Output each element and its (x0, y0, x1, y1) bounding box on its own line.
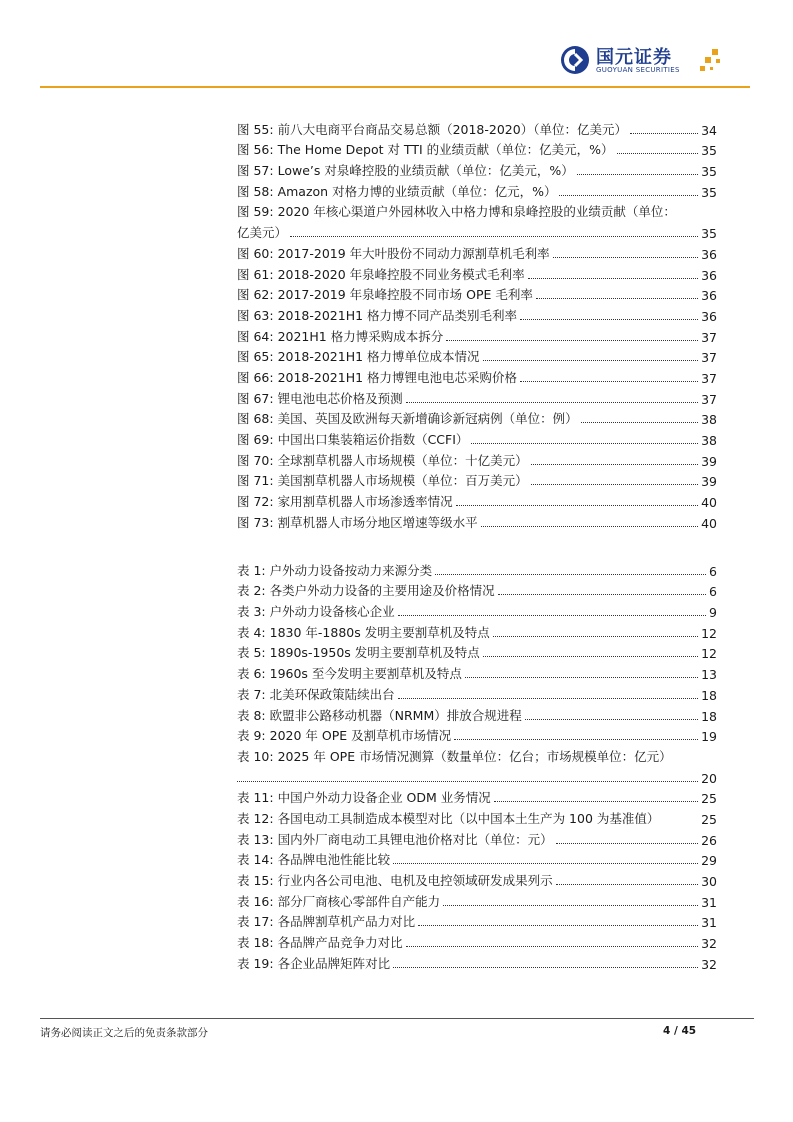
toc-entry[interactable]: 图 71: 美国割草机器人市场规模（单位：百万美元） 39 (237, 473, 717, 490)
toc-entry[interactable]: 表 11: 中国户外动力设备企业 ODM 业务情况 25 (237, 790, 717, 807)
toc-entry[interactable]: 表 12: 各国电动工具制造成本模型对比（以中国本土生产为 100 为基准值） 25 (237, 810, 717, 827)
brand-logo (560, 43, 740, 83)
toc-entry[interactable]: 图 72: 家用割草机器人市场渗透率情况 40 (237, 494, 717, 511)
header-divider (40, 86, 750, 88)
toc-entry-continued[interactable]: 亿美元） 35 (237, 225, 717, 242)
toc-entry[interactable]: 图 65: 2018-2021H1 格力博单位成本情况 37 (237, 349, 717, 366)
page-indicator: 4 / 45 (663, 1025, 697, 1037)
toc-entry[interactable]: 图 62: 2017-2019 年泉峰控股不同市场 OPE 毛利率 36 (237, 287, 717, 304)
footer-disclaimer: 请务必阅读正文之后的免责条款部分 (40, 1027, 208, 1039)
toc-entry[interactable]: 表 4: 1830 年-1880s 发明主要割草机及特点 12 (237, 624, 717, 641)
toc-entry[interactable]: 表 6: 1960s 至今发明主要割草机及特点 13 (237, 666, 717, 683)
toc-entry[interactable]: 图 66: 2018-2021H1 格力博锂电池电芯采购价格 37 (237, 369, 717, 386)
toc-entry[interactable]: 图 67: 锂电池电芯价格及预测 37 (237, 390, 717, 407)
toc-entry[interactable]: 图 64: 2021H1 格力博采购成本拆分 37 (237, 328, 717, 345)
brand-name-cn: 国元证券 (596, 47, 672, 68)
toc-entry-continued[interactable]: 20 (237, 765, 717, 786)
toc-entry[interactable]: 表 16: 部分厂商核心零部件自产能力 31 (237, 893, 717, 910)
toc-entry[interactable]: 表 2: 各类户外动力设备的主要用途及价格情况 6 (237, 583, 717, 600)
toc-entry[interactable]: 图 69: 中国出口集装箱运价指数（CCFI） 38 (237, 432, 717, 448)
toc-entry[interactable]: 图 73: 割草机器人市场分地区增速等级水平 40 (237, 514, 717, 531)
toc-entry[interactable]: 图 55: 前八大电商平台商品交易总额（2018-2020）（单位：亿美元） 34 (237, 121, 717, 138)
brand-name-en: GUOYUAN SECURITIES (596, 66, 680, 74)
toc-entry[interactable]: 表 1: 户外动力设备按动力来源分类 6 (237, 562, 717, 579)
toc-entry[interactable]: 图 58: Amazon 对格力博的业绩贡献（单位：亿元，%） 35 (237, 183, 717, 200)
footer-divider (40, 1018, 754, 1019)
toc-entry[interactable]: 表 19: 各企业品牌矩阵对比 32 (237, 955, 717, 972)
toc-entry[interactable]: 表 13: 国内外厂商电动工具锂电池价格对比（单位：元） 26 (237, 831, 717, 848)
toc-entry[interactable]: 图 57: Lowe’s 对泉峰控股的业绩贡献（单位：亿美元，%） 35 (237, 163, 717, 180)
toc-entry[interactable]: 表 5: 1890s-1950s 发明主要割草机及特点 12 (237, 645, 717, 662)
toc-entry[interactable]: 表 17: 各品牌割草机产品力对比 31 (237, 914, 717, 931)
toc-entry[interactable]: 图 63: 2018-2021H1 格力博不同产品类别毛利率 36 (237, 307, 717, 324)
toc-entry[interactable]: 表 10: 2025 年 OPE 市场情况测算（数量单位：亿台；市场规模单位：亿元） (237, 748, 672, 764)
toc-entry[interactable]: 图 59: 2020 年核心渠道户外园林收入中格力博和泉峰控股的业绩贡献（单位： (237, 204, 676, 220)
toc-entry[interactable]: 图 68: 美国、英国及欧洲每天新增确诊新冠病例（单位：例） 38 (237, 411, 717, 428)
toc-entry[interactable]: 表 18: 各品牌产品竞争力对比 32 (237, 935, 717, 952)
toc-entry[interactable]: 图 60: 2017-2019 年大叶股份不同动力源割草机毛利率 36 (237, 245, 717, 262)
toc-entry[interactable]: 表 7: 北美环保政策陆续出台 18 (237, 686, 717, 703)
toc-entry[interactable]: 图 61: 2018-2020 年泉峰控股不同业务模式毛利率 36 (237, 266, 717, 283)
brand-accent-dots-icon (698, 47, 728, 77)
toc-entry[interactable]: 表 9: 2020 年 OPE 及割草机市场情况 19 (237, 728, 717, 745)
toc-entry[interactable]: 表 14: 各品牌电池性能比较 29 (237, 852, 717, 869)
toc-entry[interactable]: 图 70: 全球割草机器人市场规模（单位：十亿美元） 39 (237, 452, 717, 469)
guoyuan-logo-icon (560, 45, 590, 75)
toc-entry[interactable]: 表 15: 行业内各公司电池、电机及电控领域研发成果列示 30 (237, 873, 717, 889)
toc-entry[interactable]: 表 3: 户外动力设备核心企业 9 (237, 604, 717, 621)
figure-list (237, 117, 717, 531)
toc-entry[interactable]: 表 8: 欧盟非公路移动机器（NRMM）排放合规进程 18 (237, 707, 717, 724)
table-list (237, 558, 717, 972)
toc-entry[interactable]: 图 56: The Home Depot 对 TTI 的业绩贡献（单位：亿美元，%） 35 (237, 142, 717, 159)
